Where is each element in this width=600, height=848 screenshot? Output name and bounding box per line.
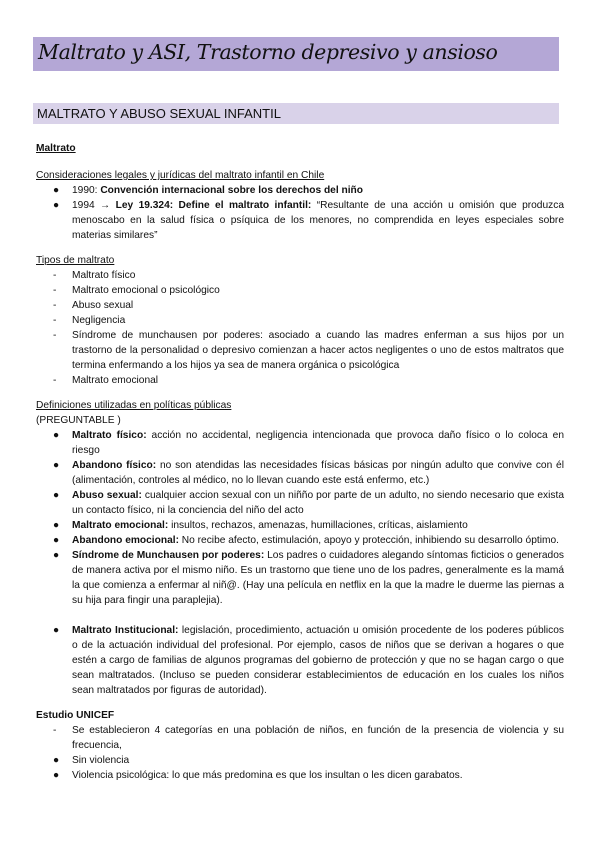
list-item: ● Maltrato Institucional: legislación, procedimiento, actuación u omisión procedente de los poderes públicos o de la actuación individual del profesional. Por ejemplo, casos de niños que se derivan a hogares o que estén a cargo de familias de algunos programas del gobierno de protección y que no se hagan cargo o que sean maltratados. (Incluso se pueden considerar establecimientos de educación en los cuales los niños sean maltratados por figuras de autoridad). (53, 625, 564, 696)
dash-marker: - (53, 285, 57, 296)
list-item: ● Abuso sexual: cualquier accion sexual con un niñño por parte de un adulto, no siendo necesario que exista un contacto físico, ni la conciencia del niño del acto (53, 490, 564, 516)
list-item: ● Abandono físico: no son atendidas las necesidades físicas básicas por ningún adulto que convive con él (alimentación, controles al médico, no lo llevan cuando este está enfermo, etc.) (53, 460, 564, 486)
definiciones-list (36, 428, 564, 698)
bullet-icon: ● (53, 625, 60, 636)
bullet-icon: ● (53, 535, 60, 546)
legal-heading: Consideraciones legales y jurídicas del maltrato infantil en Chile (36, 170, 325, 181)
list-item: ● Maltrato emocional: insultos, rechazos, amenazas, humillaciones, críticas, aislamiento (53, 520, 468, 531)
dash-marker: - (53, 330, 57, 341)
legal-list (36, 183, 564, 243)
list-item: ● Abandono emocional: No recibe afecto, estimulación, apoyo y protección, inhibiendo su desarrollo óptimo. (53, 535, 559, 546)
unicef-heading: Estudio UNICEF (36, 710, 115, 721)
list-item: - Abuso sexual (53, 300, 134, 311)
bullet-icon: ● (53, 520, 60, 531)
bullet-icon: ● (53, 755, 60, 766)
section-heading: MALTRATO Y ABUSO SEXUAL INFANTIL (37, 106, 281, 121)
list-item: - Síndrome de munchausen por poderes: asociado a cuando las madres enferman a sus hijos por un trastorno de la personalidad o depresivo comienzan a hacer actos negligentes o uno de estos maltratos que termina enfermando a los hijos ya sea de manera orgánica o psicológica (53, 330, 564, 371)
list-item: - Maltrato emocional o psicológico (53, 285, 220, 296)
bullet-icon: ● (53, 185, 60, 196)
list-item: ● Sin violencia (53, 755, 130, 766)
dash-marker: - (53, 300, 57, 311)
document-body (36, 141, 564, 783)
list-item: ● Violencia psicológica: lo que más predomina es que los insultan o les dicen garabatos. (53, 770, 463, 781)
bullet-icon: ● (53, 460, 60, 471)
tipos-list (36, 268, 564, 388)
unicef-list (36, 723, 564, 783)
preguntable-note: (PREGUNTABLE ) (36, 415, 121, 426)
list-item: - Negligencia (53, 315, 126, 326)
tipos-heading: Tipos de maltrato (36, 255, 115, 266)
page-title: Maltrato y ASI, Trastorno depresivo y ansioso (38, 40, 498, 64)
dash-marker: - (53, 725, 57, 736)
list-item: ● 1990: Convención internacional sobre los derechos del niño (53, 185, 363, 196)
bullet-icon: ● (53, 550, 60, 561)
list-item: ● Síndrome de Munchausen por poderes: Los padres o cuidadores alegando síntomas ficticios o generados de manera activa por el mismo niño. Es un trastorno que tiene uno de los padres, generalmente es la mamá la que comienza a enfermar al niñ@. (Hay una película en netflix en la que la madre le duerme las piernas a su hija para fingir una paraplejia). (53, 550, 564, 606)
dash-marker: - (53, 270, 57, 281)
list-item: - Maltrato emocional (53, 375, 159, 386)
dash-marker: - (53, 375, 57, 386)
bullet-icon: ● (53, 200, 60, 211)
dash-marker: - (53, 315, 57, 326)
list-item: - Se establecieron 4 categorías en una población de niños, en función de la presencia de violencia y su frecuencia, (53, 725, 564, 751)
blank-line (36, 608, 564, 623)
list-item: ● 1994 → Ley 19.324: Define el maltrato infantil: “Resultante de una acción u omisión que produzca menoscabo en la salud física o psíquica de los menores, no comprendida en leyes especiales sobre materias similares” (53, 200, 564, 241)
list-item: ● Maltrato físico: acción no accidental, negligencia intencionada que provoca daño físico o lo coloca en riesgo (53, 430, 564, 456)
bullet-icon: ● (53, 770, 60, 781)
maltrato-heading: Maltrato (36, 143, 76, 154)
bullet-icon: ● (53, 430, 60, 441)
list-item: - Maltrato físico (53, 270, 136, 281)
bullet-icon: ● (53, 490, 60, 501)
definiciones-heading: Definiciones utilizadas en políticas públicas (36, 400, 232, 411)
